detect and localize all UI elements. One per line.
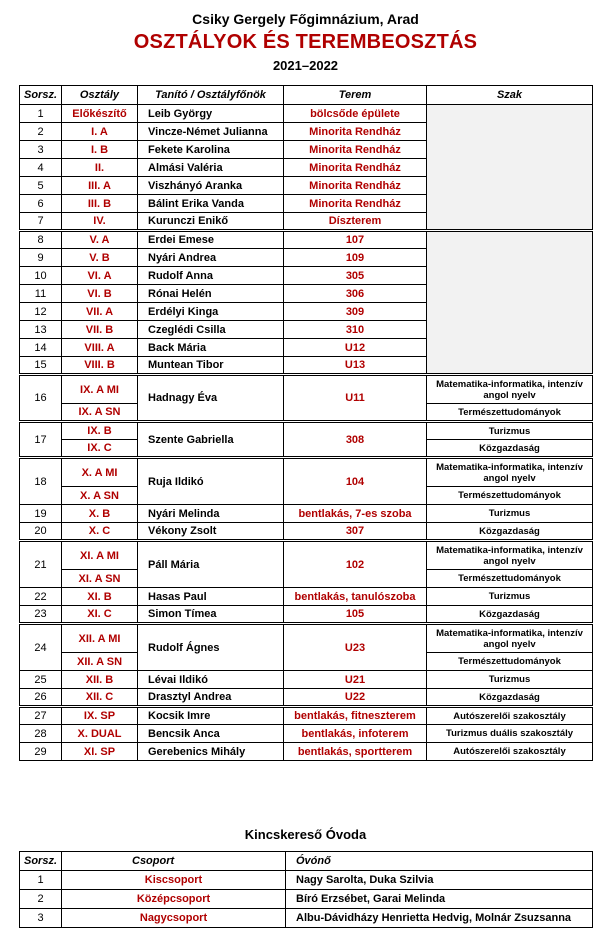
teacher-name: Czeglédi Csilla xyxy=(138,321,284,339)
room-name: 104 xyxy=(284,458,427,505)
room-name: 105 xyxy=(284,606,427,624)
table-row xyxy=(20,541,593,570)
room-name: Minorita Rendház xyxy=(284,123,427,141)
room-name: 307 xyxy=(284,523,427,541)
row-number: 25 xyxy=(20,671,62,689)
row-number: 6 xyxy=(20,195,62,213)
class-name: II. xyxy=(62,159,138,177)
classes-table xyxy=(19,85,593,761)
kinder-group: Középcsoport xyxy=(62,890,286,909)
room-name: U22 xyxy=(284,689,427,707)
teacher-name: Vékony Zsolt xyxy=(138,523,284,541)
teacher-name: Viszhányó Aranka xyxy=(138,177,284,195)
class-name: III. B xyxy=(62,195,138,213)
page-title: OSZTÁLYOK ÉS TEREMBEOSZTÁS xyxy=(133,31,478,53)
row-number: 16 xyxy=(20,375,62,422)
row-number: 12 xyxy=(20,303,62,321)
table-row xyxy=(20,743,593,761)
szak-name: Közgazdaság xyxy=(427,440,593,458)
row-number: 29 xyxy=(20,743,62,761)
room-name: Minorita Rendház xyxy=(284,141,427,159)
col-header-teacher: Tanító / Osztályfőnök xyxy=(138,86,284,105)
table-row xyxy=(20,707,593,725)
row-number: 1 xyxy=(20,105,62,123)
teacher-name: Bencsik Anca xyxy=(138,725,284,743)
teacher-name: Nyári Andrea xyxy=(138,249,284,267)
kindergarten-table xyxy=(19,851,593,928)
table-row xyxy=(20,890,593,909)
row-number: 24 xyxy=(20,624,62,671)
class-name: XI. B xyxy=(62,588,138,606)
teacher-name: Erdei Emese xyxy=(138,231,284,249)
kinder-teacher: Bíró Erzsébet, Garai Melinda xyxy=(286,890,593,909)
class-name: XI. SP xyxy=(62,743,138,761)
room-name: U11 xyxy=(284,375,427,422)
szak-name: Turizmus xyxy=(427,588,593,606)
teacher-name: Kurunczi Enikő xyxy=(138,213,284,231)
teacher-name: Vincze-Német Julianna xyxy=(138,123,284,141)
room-name: bentlakás, tanulószoba xyxy=(284,588,427,606)
class-name: I. B xyxy=(62,141,138,159)
row-number: 23 xyxy=(20,606,62,624)
table-row xyxy=(20,105,593,123)
room-name: U23 xyxy=(284,624,427,671)
col-header-szak: Szak xyxy=(427,86,593,105)
teacher-name: Hasas Paul xyxy=(138,588,284,606)
teacher-name: Nyári Melinda xyxy=(138,505,284,523)
kinder-group: Nagycsoport xyxy=(62,909,286,928)
room-name: U13 xyxy=(284,357,427,375)
table-row xyxy=(20,725,593,743)
room-name: 306 xyxy=(284,285,427,303)
room-name: bölcsőde épülete xyxy=(284,105,427,123)
row-number: 13 xyxy=(20,321,62,339)
row-number: 18 xyxy=(20,458,62,505)
kinder-group: Kiscsoport xyxy=(62,871,286,890)
room-name: 308 xyxy=(284,422,427,458)
row-number: 20 xyxy=(20,523,62,541)
row-number: 15 xyxy=(20,357,62,375)
table-row xyxy=(20,231,593,249)
class-name: Előkészítő xyxy=(62,105,138,123)
room-name: bentlakás, 7-es szoba xyxy=(284,505,427,523)
teacher-name: Leib György xyxy=(138,105,284,123)
class-name: IX. C xyxy=(62,440,138,458)
szak-name: Turizmus duális szakosztály xyxy=(427,725,593,743)
kinder-header-row xyxy=(20,852,593,871)
szak-name: Autószerelői szakosztály xyxy=(427,707,593,725)
kinder-teacher: Nagy Sarolta, Duka Szilvia xyxy=(286,871,593,890)
kinder-no: 3 xyxy=(20,909,62,928)
row-number: 2 xyxy=(20,123,62,141)
class-name: VIII. B xyxy=(62,357,138,375)
teacher-name: Kocsik Imre xyxy=(138,707,284,725)
row-number: 10 xyxy=(20,267,62,285)
row-number: 28 xyxy=(20,725,62,743)
row-number: 19 xyxy=(20,505,62,523)
room-name: bentlakás, infoterem xyxy=(284,725,427,743)
room-name: 109 xyxy=(284,249,427,267)
school-name: Csiky Gergely Főgimnázium, Arad xyxy=(192,11,419,27)
class-name: X. A SN xyxy=(62,487,138,505)
row-number: 11 xyxy=(20,285,62,303)
teacher-name: Gerebenics Mihály xyxy=(138,743,284,761)
room-name: Díszterem xyxy=(284,213,427,231)
class-name: IV. xyxy=(62,213,138,231)
table-row xyxy=(20,909,593,928)
teacher-name: Muntean Tibor xyxy=(138,357,284,375)
teacher-name: Drasztyl Andrea xyxy=(138,689,284,707)
row-number: 4 xyxy=(20,159,62,177)
school-year: 2021–2022 xyxy=(272,58,339,73)
table-row xyxy=(20,422,593,440)
teacher-name: Páll Mária xyxy=(138,541,284,588)
kindergarten-title: Kincskereső Óvoda xyxy=(244,827,367,842)
kinder-col-no: Sorsz. xyxy=(20,852,62,871)
kinder-no: 1 xyxy=(20,871,62,890)
row-number: 17 xyxy=(20,422,62,458)
room-name: 309 xyxy=(284,303,427,321)
szak-name: Autószerelői szakosztály xyxy=(427,743,593,761)
teacher-name: Fekete Karolina xyxy=(138,141,284,159)
teacher-name: Hadnagy Éva xyxy=(138,375,284,422)
class-name: XI. A SN xyxy=(62,570,138,588)
row-number: 26 xyxy=(20,689,62,707)
szak-name: Matematika-informatika, intenzív angol nyelv xyxy=(427,458,593,487)
class-name: VII. A xyxy=(62,303,138,321)
szak-name: Turizmus xyxy=(427,505,593,523)
class-name: III. A xyxy=(62,177,138,195)
table-row xyxy=(20,624,593,653)
szak-name: Közgazdaság xyxy=(427,689,593,707)
teacher-name: Simon Tímea xyxy=(138,606,284,624)
class-name: XI. C xyxy=(62,606,138,624)
table-row xyxy=(20,588,593,606)
class-name: X. A MI xyxy=(62,458,138,487)
teacher-name: Back Mária xyxy=(138,339,284,357)
szak-name: Matematika-informatika, intenzív angol nyelv xyxy=(427,624,593,653)
room-name: Minorita Rendház xyxy=(284,177,427,195)
row-number: 5 xyxy=(20,177,62,195)
row-number: 8 xyxy=(20,231,62,249)
szak-name: Természettudományok xyxy=(427,404,593,422)
room-name: bentlakás, sportterem xyxy=(284,743,427,761)
table-row xyxy=(20,871,593,890)
table-row xyxy=(20,375,593,404)
teacher-name: Bálint Erika Vanda xyxy=(138,195,284,213)
room-name: bentlakás, fitneszterem xyxy=(284,707,427,725)
row-number: 3 xyxy=(20,141,62,159)
class-name: XII. C xyxy=(62,689,138,707)
table-row xyxy=(20,689,593,707)
class-name: IX. A SN xyxy=(62,404,138,422)
row-number: 21 xyxy=(20,541,62,588)
row-number: 22 xyxy=(20,588,62,606)
teacher-name: Almási Valéria xyxy=(138,159,284,177)
szak-name: Természettudományok xyxy=(427,570,593,588)
row-number: 7 xyxy=(20,213,62,231)
table-row xyxy=(20,523,593,541)
szak-empty xyxy=(427,231,593,375)
teacher-name: Erdélyi Kinga xyxy=(138,303,284,321)
szak-name: Természettudományok xyxy=(427,653,593,671)
class-name: IX. B xyxy=(62,422,138,440)
class-name: X. C xyxy=(62,523,138,541)
szak-name: Természettudományok xyxy=(427,487,593,505)
room-name: Minorita Rendház xyxy=(284,195,427,213)
szak-name: Matematika-informatika, intenzív angol nyelv xyxy=(427,541,593,570)
kinder-no: 2 xyxy=(20,890,62,909)
class-name: XII. A MI xyxy=(62,624,138,653)
teacher-name: Ruja Ildikó xyxy=(138,458,284,505)
table-row xyxy=(20,458,593,487)
col-header-no: Sorsz. xyxy=(20,86,62,105)
class-name: IX. A MI xyxy=(62,375,138,404)
szak-name: Matematika-informatika, intenzív angol nyelv xyxy=(427,375,593,404)
kinder-col-teacher: Óvónő xyxy=(286,852,593,871)
class-name: VI. A xyxy=(62,267,138,285)
kinder-teacher: Albu-Dávidházy Henrietta Hedvig, Molnár Zsuzsanna xyxy=(286,909,593,928)
szak-name: Közgazdaság xyxy=(427,606,593,624)
table-header-row xyxy=(20,86,593,105)
room-name: U21 xyxy=(284,671,427,689)
class-name: VII. B xyxy=(62,321,138,339)
row-number: 14 xyxy=(20,339,62,357)
col-header-room: Terem xyxy=(284,86,427,105)
room-name: Minorita Rendház xyxy=(284,159,427,177)
szak-name: Turizmus xyxy=(427,422,593,440)
row-number: 9 xyxy=(20,249,62,267)
szak-name: Közgazdaság xyxy=(427,523,593,541)
class-name: IX. SP xyxy=(62,707,138,725)
col-header-class: Osztály xyxy=(62,86,138,105)
class-name: VIII. A xyxy=(62,339,138,357)
room-name: 310 xyxy=(284,321,427,339)
teacher-name: Lévai Ildikó xyxy=(138,671,284,689)
classes-table-body xyxy=(20,105,593,761)
room-name: 107 xyxy=(284,231,427,249)
table-row xyxy=(20,606,593,624)
room-name: 305 xyxy=(284,267,427,285)
table-row xyxy=(20,505,593,523)
class-name: XII. A SN xyxy=(62,653,138,671)
class-name: V. B xyxy=(62,249,138,267)
kinder-col-group: Csoport xyxy=(62,852,286,871)
teacher-name: Rudolf Anna xyxy=(138,267,284,285)
class-name: XII. B xyxy=(62,671,138,689)
szak-empty xyxy=(427,105,593,231)
szak-name: Turizmus xyxy=(427,671,593,689)
class-name: X. DUAL xyxy=(62,725,138,743)
table-row xyxy=(20,671,593,689)
class-name: V. A xyxy=(62,231,138,249)
class-name: I. A xyxy=(62,123,138,141)
row-number: 27 xyxy=(20,707,62,725)
teacher-name: Rónai Helén xyxy=(138,285,284,303)
room-name: 102 xyxy=(284,541,427,588)
room-name: U12 xyxy=(284,339,427,357)
class-name: VI. B xyxy=(62,285,138,303)
class-name: XI. A MI xyxy=(62,541,138,570)
class-name: X. B xyxy=(62,505,138,523)
teacher-name: Rudolf Ágnes xyxy=(138,624,284,671)
teacher-name: Szente Gabriella xyxy=(138,422,284,458)
